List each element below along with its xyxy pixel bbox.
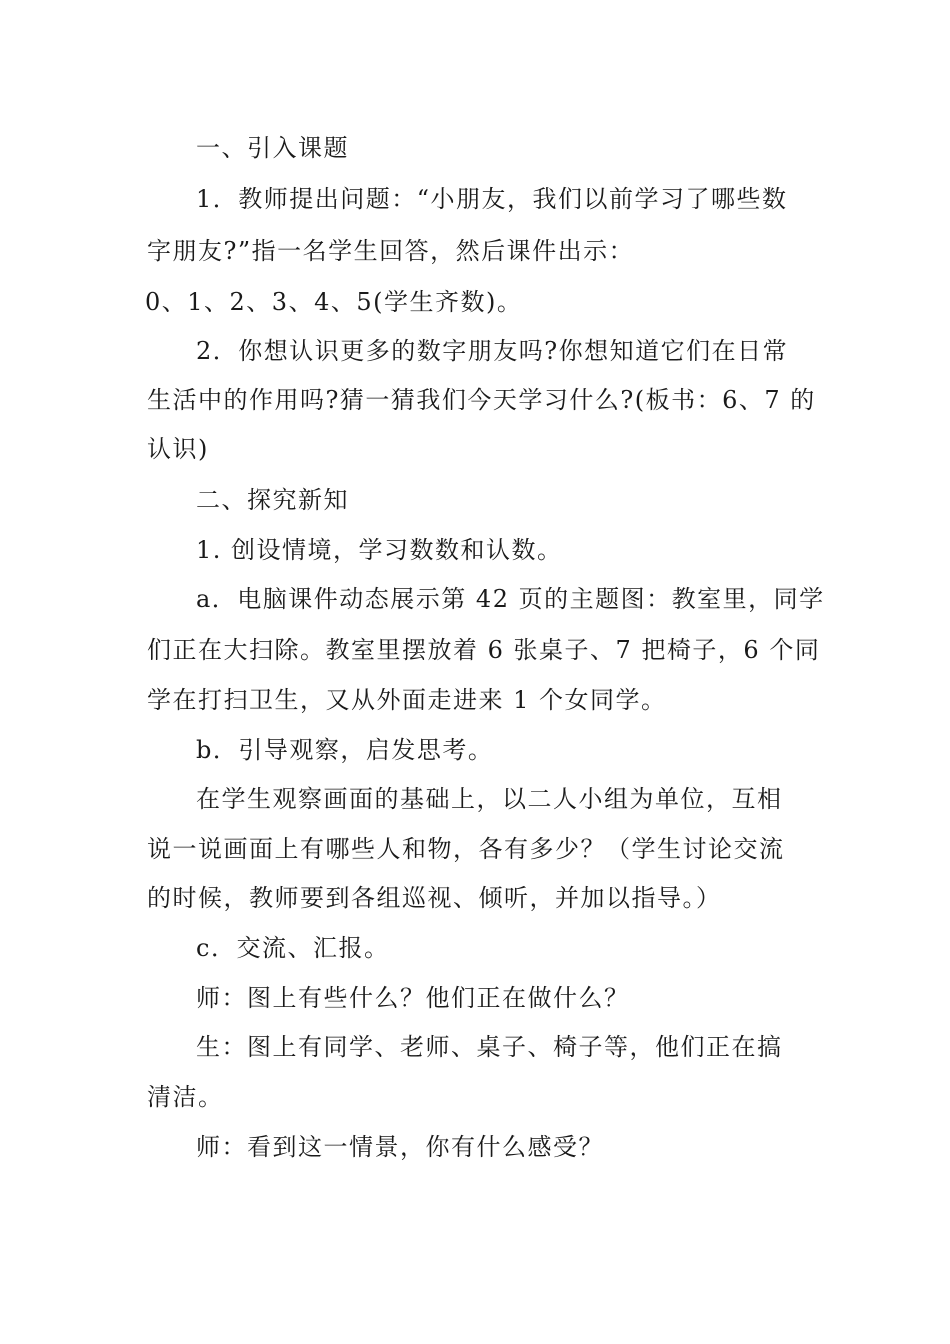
paragraph-line: 2．你想认识更多的数字朋友吗?你想知道它们在日常	[196, 337, 789, 365]
paragraph-line: 说一说画面上有哪些人和物，各有多少？（学生讨论交流	[147, 835, 785, 863]
section-heading-intro: 一、引入课题	[196, 134, 349, 162]
paragraph-line: 学在打扫卫生，又从外面走进来 1 个女同学。	[147, 686, 667, 714]
paragraph-line: 字朋友?”指一名学生回答，然后课件出示：	[147, 237, 635, 265]
paragraph-line: 1. 创设情境，学习数数和认数。	[196, 536, 563, 564]
paragraph-line: 认识)	[147, 435, 209, 463]
dialogue-teacher: 师：图上有些什么？他们正在做什么？	[196, 984, 630, 1012]
paragraph-line: 0、1、2、3、4、5(学生齐数)。	[145, 288, 523, 316]
dialogue-teacher: 师：看到这一情景，你有什么感受？	[196, 1133, 604, 1161]
paragraph-line: b．引导观察，启发思考。	[196, 736, 494, 764]
dialogue-student: 生：图上有同学、老师、桌子、椅子等，他们正在搞	[196, 1033, 783, 1061]
paragraph-line: c．交流、汇报。	[196, 934, 390, 962]
paragraph-line: 在学生观察画面的基础上，以二人小组为单位，互相	[196, 785, 783, 813]
section-heading-explore: 二、探究新知	[196, 486, 349, 514]
paragraph-line: 们正在大扫除。教室里摆放着 6 张桌子、7 把椅子，6 个同	[147, 636, 821, 664]
paragraph-line: 的时候，教师要到各组巡视、倾听，并加以指导。）	[147, 884, 722, 912]
paragraph-line: 清洁。	[147, 1083, 224, 1111]
paragraph-line: a．电脑课件动态展示第 42 页的主题图：教室里，同学	[196, 585, 825, 613]
paragraph-line: 生活中的作用吗?猜一猜我们今天学习什么?(板书：6、7 的	[147, 386, 816, 414]
paragraph-line: 1．教师提出问题：“小朋友，我们以前学习了哪些数	[196, 185, 788, 213]
